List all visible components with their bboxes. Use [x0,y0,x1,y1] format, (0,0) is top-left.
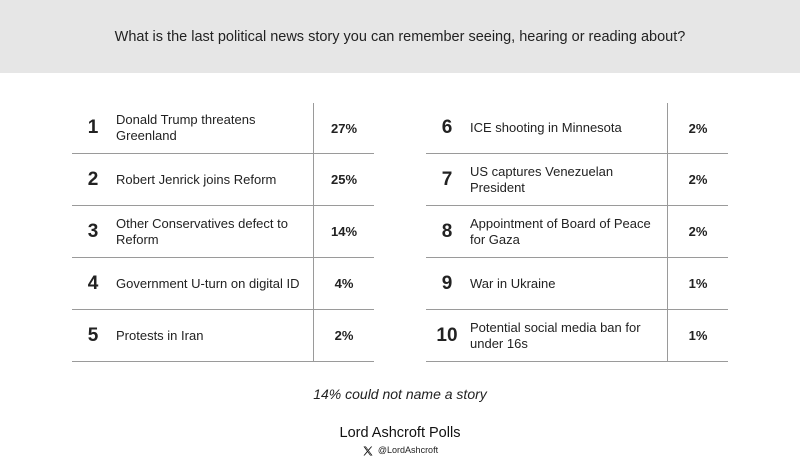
stories-table-right [426,103,728,362]
story-rank: 4 [87,272,99,294]
story-rank: 5 [87,324,99,346]
story-percent: 2% [688,120,708,136]
story-title: Other Conservatives defect to Reform [114,206,314,257]
story-title: War in Ukraine [468,258,668,309]
story-percent: 1% [688,276,708,291]
story-row [72,103,374,154]
story-rank: 9 [441,272,453,294]
story-percent: 1% [688,328,708,343]
story-row [72,258,374,310]
story-row [426,258,728,310]
story-row [426,310,728,362]
story-title: ICE shooting in Minnesota [468,103,668,153]
story-row [426,206,728,258]
story-rank: 1 [87,117,99,138]
story-rank: 2 [87,168,99,190]
story-percent: 14% [330,224,358,239]
question-text: What is the last political news story you can remember seeing, hearing or reading about? [114,28,686,45]
stories-table-left [72,103,374,362]
story-rank: 3 [87,220,99,242]
story-rank: 10 [436,324,458,346]
story-percent: 2% [334,328,354,343]
story-percent: 25% [330,172,358,187]
story-title: Protests in Iran [114,310,314,361]
story-rank: 6 [441,117,453,138]
story-rank: 8 [441,220,453,242]
story-rank: 7 [441,168,453,190]
x-logo-icon [362,444,374,456]
story-percent: 4% [334,276,354,291]
story-title: Government U-turn on digital ID [114,258,314,309]
story-title: Donald Trump threatens Greenland [114,103,314,153]
story-percent: 27% [330,120,358,136]
story-row [72,310,374,362]
story-percent: 2% [688,224,708,239]
story-row [426,103,728,154]
social-handle-text: @LordAshcroft [377,445,439,455]
question-banner [0,0,800,73]
story-percent: 2% [688,172,708,187]
story-row [72,154,374,206]
story-title: Robert Jenrick joins Reform [114,154,314,205]
social-handle [0,444,800,456]
footnote: 14% could not name a story [313,386,487,402]
story-row [72,206,374,258]
story-title: US captures Venezuelan President [468,154,668,205]
story-title: Appointment of Board of Peace for Gaza [468,206,668,257]
story-row [426,154,728,206]
brand-name: Lord Ashcroft Polls [339,425,461,441]
story-title: Potential social media ban for under 16s [468,310,668,361]
